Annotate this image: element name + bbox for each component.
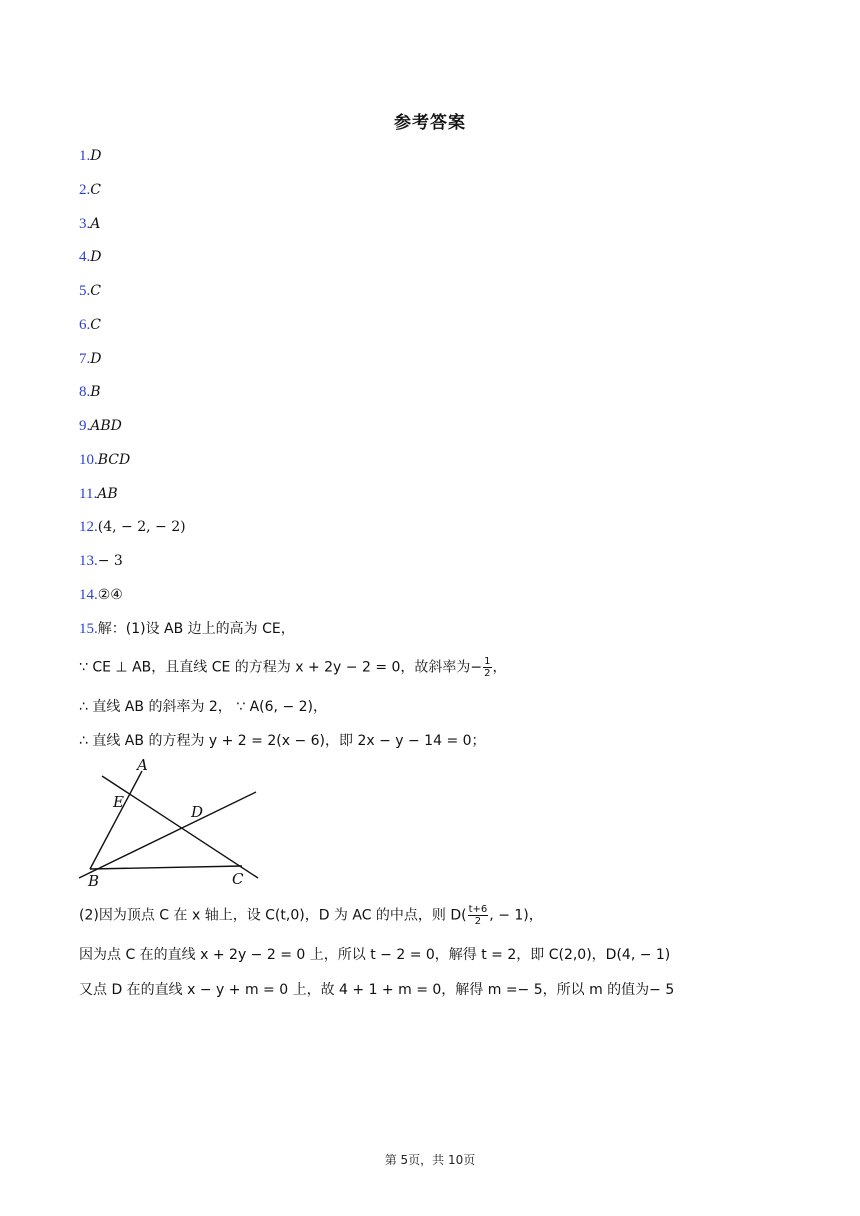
answer-number: 14. — [79, 587, 98, 603]
answer-number: 12. — [79, 519, 98, 535]
answer-item — [79, 180, 101, 200]
answer-number: 3. — [79, 216, 91, 232]
answer-text: − 3 — [97, 553, 123, 569]
answer-item — [79, 585, 123, 605]
fraction-numerator: 1 — [484, 656, 491, 667]
answer-number: 7. — [79, 351, 91, 367]
answer-number: 13. — [79, 553, 98, 569]
fraction-denominator: 2 — [474, 916, 482, 927]
solution-text: 又点 D 在的直线 x − y + m = 0 上，故 4 + 1 + m = 0，解得 m =− 5，所以 m 的值为− 5 — [79, 982, 675, 998]
answer-item — [79, 349, 101, 369]
answer-item — [79, 382, 101, 402]
page-footer: 第 5页，共 10页 — [384, 1153, 476, 1167]
answer-number: 2. — [79, 182, 91, 198]
solution-text: , − 1)， — [489, 907, 543, 924]
label-d: D — [191, 803, 204, 821]
solution-text: 因为点 C 在的直线 x + 2y − 2 = 0 上，所以 t − 2 = 0，解得 t = 2，即 C(2,0)，D(4, − 1) — [79, 947, 671, 963]
answer-number: 9. — [79, 418, 91, 434]
answer-item — [79, 551, 123, 571]
solution-line — [79, 980, 674, 1000]
answer-text: D — [90, 148, 102, 164]
answer-text: C — [90, 283, 101, 299]
answer-item — [79, 517, 186, 537]
triangle-figure — [76, 754, 266, 892]
segment-bc — [90, 866, 242, 869]
line-ac — [102, 776, 258, 878]
answer-text: ②④ — [97, 587, 123, 603]
answer-item — [79, 416, 122, 436]
solution-text: ∴ 直线 AB 的方程为 y + 2 = 2(x − 6)，即 2x − y − 14 = 0； — [79, 733, 486, 749]
answer-number: 15. — [79, 621, 98, 637]
answer-text: C — [90, 317, 101, 333]
answer-text: BCD — [97, 452, 131, 468]
answer-text: D — [90, 351, 102, 367]
solution-line — [79, 731, 486, 751]
solution-text: 解：(1)设 AB 边上的高为 CE， — [97, 621, 295, 637]
answer-text: D — [90, 249, 102, 265]
answer-item — [79, 146, 101, 166]
answer-text: A — [90, 216, 101, 232]
answer-text: (4, − 2, − 2) — [97, 519, 186, 535]
label-e: E — [113, 793, 124, 811]
fraction — [468, 904, 489, 927]
solution-line — [79, 945, 670, 965]
solution-text: ∴ 直线 AB 的斜率为 2， ∵ A(6, − 2)， — [79, 699, 328, 715]
answer-text: B — [90, 384, 101, 400]
label-a: A — [137, 756, 148, 774]
answer-number: 11. — [79, 486, 98, 502]
answer-text: AB — [97, 486, 118, 502]
label-b: B — [88, 872, 100, 890]
line-bd — [79, 792, 256, 878]
answer-text: ABD — [90, 418, 122, 434]
page-title: 参考答案 — [394, 113, 466, 133]
solution-line — [79, 619, 295, 639]
answer-item — [79, 281, 101, 301]
answer-number: 8. — [79, 384, 91, 400]
solution-line — [79, 697, 327, 717]
solution-text: ∵ CE ⊥ AB，且直线 CE 的方程为 x + 2y − 2 = 0，故斜率为− — [79, 659, 483, 676]
answer-item — [79, 450, 130, 470]
answer-number: 10. — [79, 452, 98, 468]
answer-number: 1. — [79, 148, 91, 164]
solution-text: (2)因为顶点 C 在 x 轴上，设 C(t,0)，D 为 AC 的中点，则 D( — [79, 907, 467, 924]
solution-text: ， — [492, 659, 507, 676]
answer-item — [79, 214, 100, 234]
label-c: C — [232, 870, 244, 888]
fraction-denominator: 2 — [484, 668, 491, 679]
answer-number: 4. — [79, 249, 91, 265]
solution-line — [79, 904, 543, 927]
fraction — [483, 656, 491, 679]
answer-text: C — [90, 182, 101, 198]
answer-item — [79, 484, 118, 504]
solution-line — [79, 656, 507, 679]
answer-item — [79, 247, 101, 267]
figure-lines — [79, 771, 258, 878]
answer-number: 6. — [79, 317, 91, 333]
answer-item — [79, 315, 101, 335]
fraction-numerator: t+6 — [468, 904, 488, 915]
answer-number: 5. — [79, 283, 91, 299]
